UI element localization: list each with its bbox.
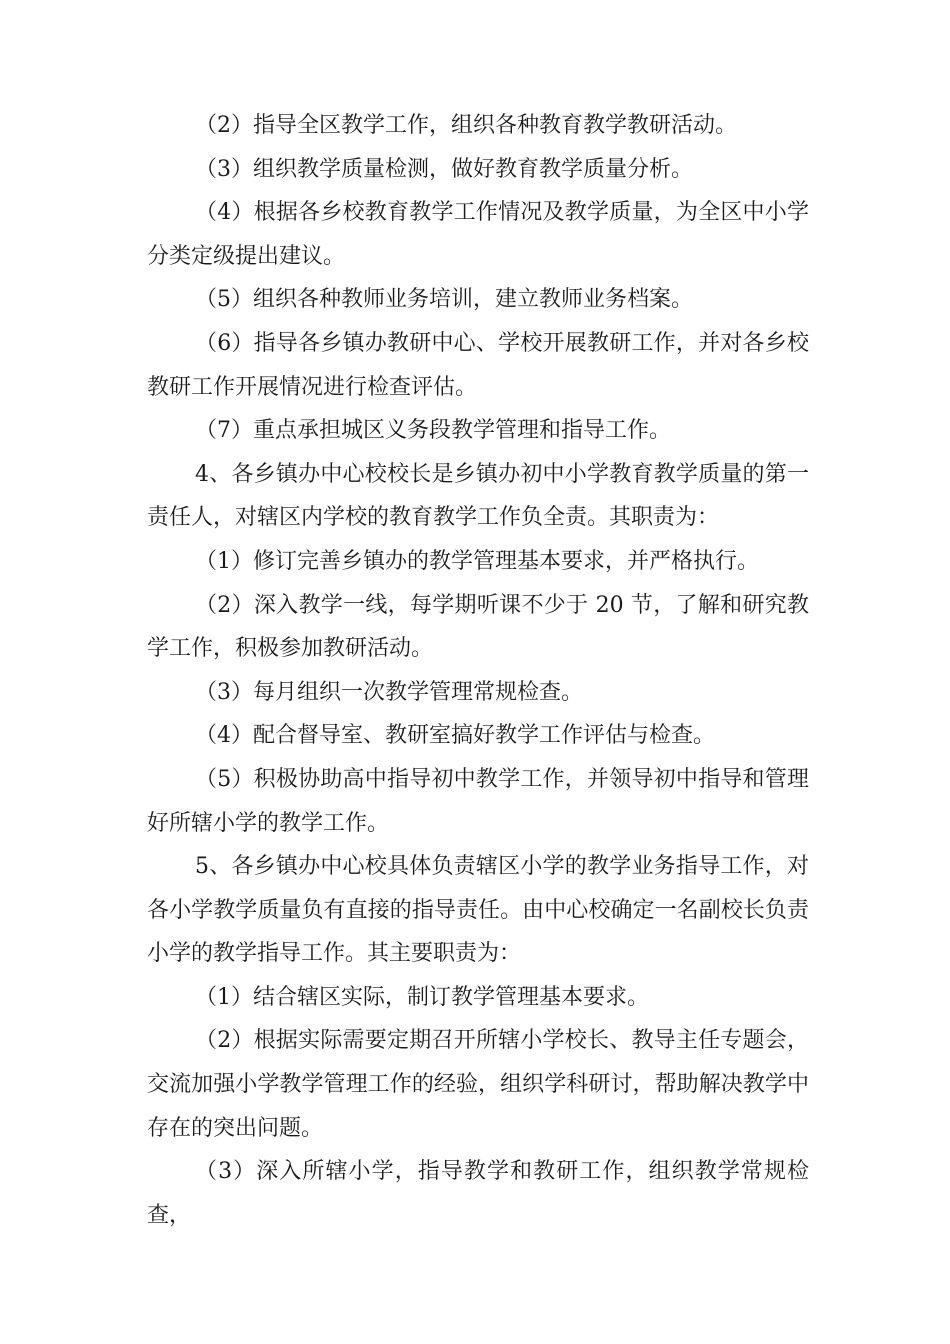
paragraph-6: （7）重点承担城区义务段教学管理和指导工作。 [195, 418, 671, 444]
paragraph-13: 5、各乡镇办中心校具体负责辖区小学的教学业务指导工作，对各小学教学质量负有直接的指导责任。由中心校确定一名副校长负责小学的教学指导工作。其主要职责为： [147, 854, 809, 967]
document-body [147, 104, 809, 1237]
paragraph-1: （2）指导全区教学工作，组织各种教育教学教研活动。 [195, 113, 737, 138]
paragraph-4: （5）组织各种教师业务培训，建立教师业务档案。 [195, 287, 693, 313]
paragraph-7: 4、各乡镇办中心校校长是乡镇办初中小学教育教学质量的第一责任人，对辖区内学校的教育教学工作负全责。其职责为： [147, 461, 809, 531]
paragraph-9: （2）深入教学一线，每学期听课不少于 20 节，了解和研究教学工作，积极参加教研活动。 [147, 592, 809, 662]
paragraph-5: （6）指导各乡镇办教研中心、学校开展教研工作，并对各乡校教研工作开展情况进行检查评估。 [147, 330, 809, 400]
paragraph-2: （3）组织教学质量检测，做好教育教学质量分析。 [195, 156, 693, 182]
paragraph-8: （1）修订完善乡镇办的教学管理基本要求，并严格执行。 [195, 548, 759, 574]
paragraph-3: （4）根据各乡校教育教学工作情况及教学质量，为全区中小学分类定级提出建议。 [147, 200, 809, 269]
paragraph-15: （2）根据实际需要定期召开所辖小学校长、教导主任专题会，交流加强小学教学管理工作的经验，组织学科研讨，帮助解决教学中存在的突出问题。 [147, 1028, 809, 1141]
paragraph-12: （5）积极协助高中指导初中教学工作，并领导初中指导和管理好所辖小学的教学工作。 [147, 766, 809, 836]
paragraph-16: （3）深入所辖小学，指导教学和教研工作，组织教学常规检查， [147, 1159, 809, 1228]
paragraph-11: （4）配合督导室、教研室搞好教学工作评估与检查。 [195, 723, 715, 749]
paragraph-14: （1）结合辖区实际，制订教学管理基本要求。 [195, 984, 649, 1010]
paragraph-10: （3）每月组织一次教学管理常规检查。 [195, 679, 583, 705]
